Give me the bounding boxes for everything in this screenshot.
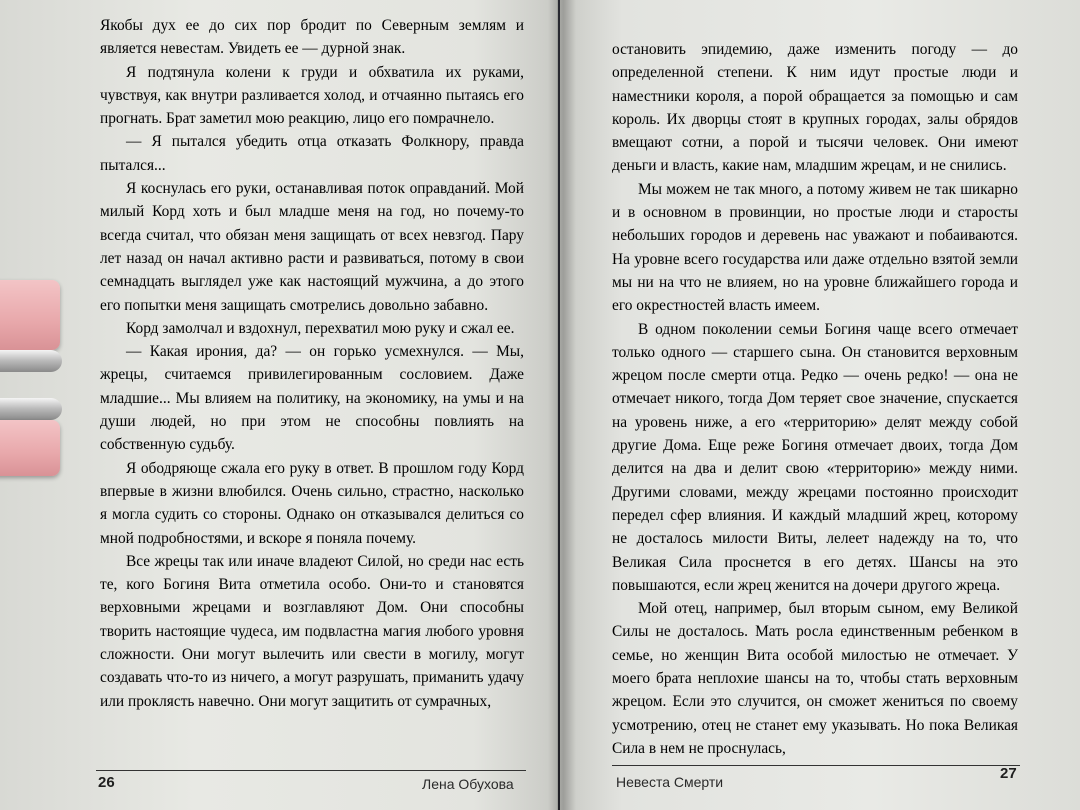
- right-page-text: [612, 38, 1018, 760]
- binder-clip-top: [0, 280, 60, 350]
- right-running-head-title: Невеста Смерти: [616, 774, 724, 790]
- left-paragraph: — Какая ирония, да? — он горько усмехнулся. — Мы, жрецы, считаемся привилегированным сословием. Даже младшие... Мы влияем на политику, на экономику, на умы и на души людей, но при этом не способны повлиять на собственную судьбу.: [100, 343, 524, 454]
- left-paragraph: Я коснулась его руки, останавливая поток оправданий. Мой милый Корд хоть и был младше меня на год, но почему-то всегда считал, что обязан меня защищать от всех невзгод. Пару лет назад он начал активно расти и развиваться, потому в свои семнадцать выглядел уже как настоящий мужчина, а до этого его попытки меня защищать смотрелись довольно забавно.: [100, 180, 524, 314]
- left-running-head-author: Лена Обухова: [422, 776, 514, 792]
- right-paragraph: остановить эпидемию, даже изменить погоду — до определенной степени. К ним идут простые люди и наместники короля, а порой обращается за помощью и сам король. Их дворцы стоят в крупных городах, залы обрядов вмещают сотни, а порой и тысячи человек. Они имеют деньги и власть, какие нам, младшим жрецам, и не снились.: [612, 41, 1018, 175]
- binder-clip-wire-top: [0, 350, 62, 372]
- left-footer-rule: [96, 770, 526, 771]
- left-paragraph: Все жрецы так или иначе владеют Силой, но среди нас есть те, кого Богиня Вита отметила особо. Они-то и становятся верховными жрецами и возглавляют Дом. Они способны творить настоящие чудеса, им подвластна магия любого уровня сложности. Они могут вылечить или свести в могилу, могут создавать что-то из ничего, а могут разрушать, приманить удачу или проклясть навечно. Они могут защитить от сумрачных,: [100, 552, 524, 710]
- binder-clip-bottom: [0, 420, 60, 476]
- right-paragraph: Мы можем не так много, а потому живем не так шикарно и в основном в провинции, но простые люди и старосты небольших городов и деревень нас уважают и побаиваются. На уровне всего государства или даже отдельно взятой земли мы ни на что не влияем, но на уровне ближайшего города и его окрестностей власть имеем.: [612, 180, 1018, 315]
- right-paragraph: В одном поколении семьи Богиня чаще всего отмечает только одного — старшего сына. Он становится верховным жрецом после смерти отца. Редко — очень редко! — она не отмечает никого, тогда Дом теряет свое значение, спускается на уровень ниже, а его «территорию» делят между собой другие Дома. Еще реже Богиня отмечает двоих, тогда Дом делится на два и делит свою «территорию» между ними. Другими словами, между жрецами постоянно происходит передел сфер влияния. И каждый младший жрец, которому не досталось милости Виты, лелеет надежду на то, что Великая Сила проснется в его детях. Шансы на это повышаются, если жрец женится на дочери другого жреца.: [612, 320, 1018, 594]
- left-paragraph: Корд замолчал и вздохнул, перехватил мою руку и сжал ее.: [126, 319, 515, 337]
- left-page-number: 26: [98, 774, 115, 791]
- binder-clip-wire-bottom: [0, 398, 62, 420]
- right-footer-rule: [612, 765, 1020, 766]
- left-paragraph: Якобы дух ее до сих пор бродит по Северным землям и является невестам. Увидеть ее — дурной знак.: [100, 17, 524, 58]
- left-paragraph: Я ободряюще сжала его руку в ответ. В прошлом году Корд впервые в жизни влюбился. Очень сильно, страстно, насколько я могла судить со стороны. Однако он отказывался делиться со мной подробностями, и вскоре я поняла почему.: [100, 459, 524, 547]
- right-page-number: 27: [1000, 765, 1017, 782]
- left-page-text: [100, 14, 524, 713]
- left-paragraph: — Я пытался убедить отца отказать Фолкнору, правда пытался...: [100, 133, 524, 174]
- right-paragraph: Мой отец, например, был вторым сыном, ему Великой Силы не досталось. Мать росла единственным ребенком в семье, но женщин Вита особой милостью не отмечает. У моего брата неплохие шансы на то, чтобы стать верховным жрецом. Если это случится, он сможет жениться по своему усмотрению, отец не станет ему указывать. Но пока Великая Сила в нем не проснулась,: [612, 600, 1018, 757]
- left-paragraph: Я подтянула колени к груди и обхватила их руками, чувствуя, как внутри разливается холод, и отчаянно пытаясь его прогнать. Брат заметил мою реакцию, лицо его помрачнело.: [100, 63, 524, 128]
